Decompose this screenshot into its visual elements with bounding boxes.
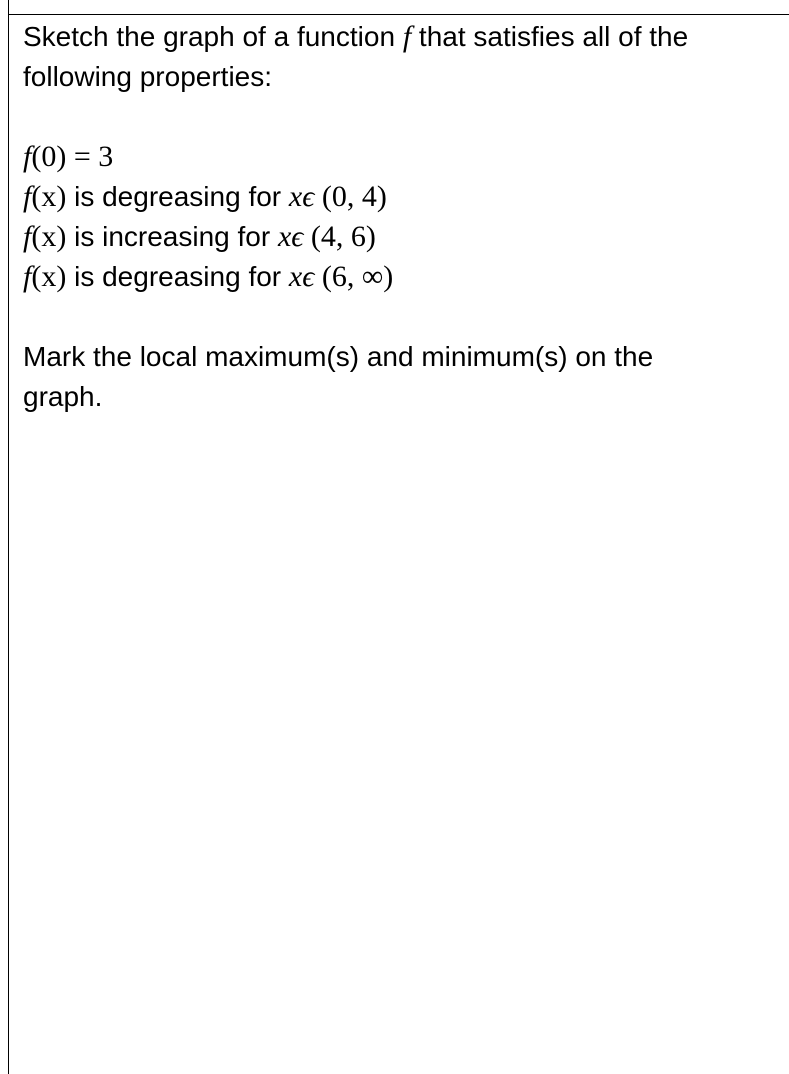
prompt-line-2: following properties: (23, 61, 273, 92)
prompt-line-1: Sketch the graph of a function f that satisfies all of the (23, 20, 689, 53)
problem-text (23, 17, 773, 417)
instruction-line-2: graph. (23, 381, 103, 412)
table-border-tick (8, 0, 9, 14)
instruction-line-1: Mark the local maximum(s) and minimum(s) on the (23, 341, 654, 372)
function-symbol: f (402, 20, 412, 53)
condition-4: f(x) is degreasing for xϵ (6, ∞) (23, 260, 394, 293)
condition-1: f(0) = 3 (23, 140, 114, 173)
condition-2: f(x) is degreasing for xϵ (0, 4) (23, 180, 387, 213)
condition-3: f(x) is increasing for xϵ (4, 6) (23, 220, 376, 253)
